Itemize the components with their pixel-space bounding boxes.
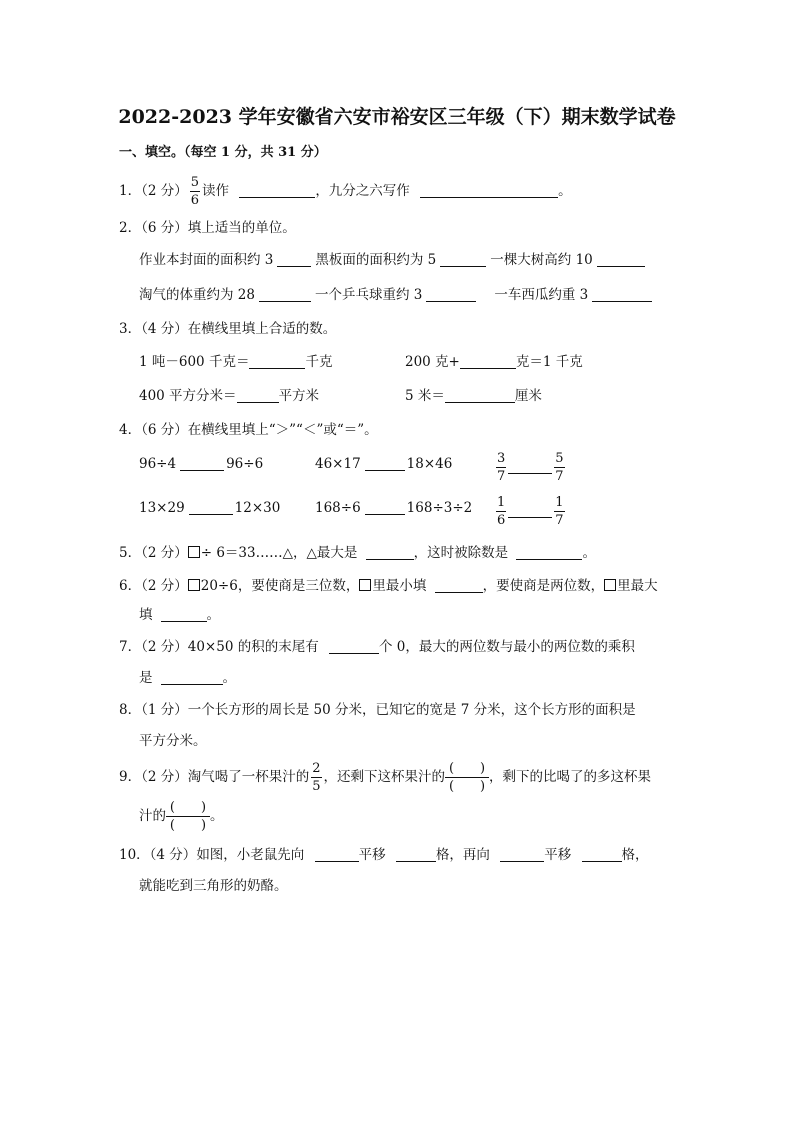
question-4: 4．（6 分）在横线里填上“＞”“＜”或“＝”。 bbox=[119, 422, 378, 438]
compare-b: 46×17 18×46 bbox=[315, 456, 453, 472]
answer-blank[interactable] bbox=[508, 505, 552, 518]
answer-blank[interactable] bbox=[189, 502, 233, 515]
answer-blank[interactable] bbox=[366, 547, 414, 560]
question-2-row-2: 淘气的体重约为 28 一个乒乓球重约 3 一车西瓜约重 3 bbox=[139, 289, 652, 303]
answer-blank[interactable] bbox=[259, 289, 311, 302]
question-3-b: 200 克+ 克＝1 千克 bbox=[405, 354, 583, 370]
question-6-cont: 填 。 bbox=[139, 607, 220, 623]
page-title: 2022-2023 学年安徽省六安市裕安区三年级（下）期末数学试卷 bbox=[118, 106, 676, 128]
fraction: $\frac{2}{5}$ bbox=[312, 761, 321, 794]
fraction: $\frac{1}{7}$ bbox=[555, 495, 564, 528]
question-1: 1．（2 分） $\frac{5}{6}$ 读作 ，九分之六写作 。 bbox=[119, 175, 572, 208]
answer-blank[interactable] bbox=[597, 254, 645, 267]
compare-c: 13×29 12×30 bbox=[139, 500, 281, 516]
question-10-cont: 就能吃到三角形的奶酪。 bbox=[139, 878, 288, 894]
fraction: $\frac{5}{7}$ bbox=[555, 451, 564, 484]
compare-d: 168÷6 168÷3÷2 bbox=[315, 500, 473, 516]
compare-a: 96÷4 96÷6 bbox=[139, 456, 264, 472]
answer-blank[interactable] bbox=[396, 849, 436, 862]
question-8-cont: 平方分米。 bbox=[139, 733, 207, 749]
fraction: $\frac{1}{6}$ bbox=[497, 495, 506, 528]
fraction: $\frac{5}{6}$ bbox=[190, 175, 200, 208]
section-heading: 一、填空。（每空 1 分，共 31 分） bbox=[119, 145, 327, 160]
answer-blank[interactable] bbox=[435, 580, 483, 593]
question-8: 8．（1 分）一个长方形的周长是 50 分米，已知它的宽是 7 分米，这个长方形的面积是 bbox=[119, 702, 636, 718]
answer-blank[interactable] bbox=[315, 849, 359, 862]
answer-blank[interactable] bbox=[508, 461, 552, 474]
question-9: 9．（2 分）淘气喝了一杯果汁的 $\frac{2}{5}$ ，还剩下这杯果汁的 ( ) ( ) ，剩下的比喝了的多这杯果 bbox=[119, 761, 652, 794]
answer-blank[interactable] bbox=[582, 849, 622, 862]
answer-blank[interactable] bbox=[161, 672, 223, 685]
square-box-icon bbox=[188, 579, 200, 591]
question-6: 6．（2 分） 20÷6，要使商是三位数， 里最小填 ，要使商是两位数， 里最大 bbox=[119, 578, 658, 594]
blank-fraction[interactable]: ( ) ( ) bbox=[445, 762, 489, 793]
fraction: $\frac{3}{7}$ bbox=[497, 451, 506, 484]
square-box-icon bbox=[359, 579, 371, 591]
compare-fractions-2 bbox=[494, 496, 567, 527]
answer-blank[interactable] bbox=[237, 390, 279, 403]
compare-fractions-1 bbox=[494, 452, 567, 483]
answer-blank[interactable] bbox=[180, 458, 224, 471]
answer-blank[interactable] bbox=[516, 547, 582, 560]
question-2-row-1: 作业本封面的面积约 3 黑板面的面积约为 5 一棵大树高约 10 bbox=[139, 254, 645, 268]
question-3: 3．（4 分）在横线里填上合适的数。 bbox=[119, 321, 337, 337]
answer-blank[interactable] bbox=[460, 356, 516, 369]
question-3-a: 1 吨－600 千克＝ 千克 bbox=[139, 354, 333, 370]
question-10: 10．（4 分）如图，小老鼠先向 平移 格，再向 平移 格， bbox=[119, 847, 649, 863]
answer-blank[interactable] bbox=[239, 185, 315, 198]
answer-blank[interactable] bbox=[500, 849, 544, 862]
answer-blank[interactable] bbox=[440, 254, 486, 267]
answer-blank[interactable] bbox=[249, 356, 305, 369]
question-number: 1．（2 分） bbox=[119, 183, 188, 199]
answer-blank[interactable] bbox=[161, 609, 207, 622]
answer-blank[interactable] bbox=[420, 185, 558, 198]
question-7: 7．（2 分）40×50 的积的末尾有 个 0，最大的两位数与最小的两位数的乘积 bbox=[119, 639, 635, 655]
answer-blank[interactable] bbox=[426, 289, 476, 302]
question-2: 2．（6 分）填上适当的单位。 bbox=[119, 220, 296, 236]
blank-fraction[interactable]: ( ) ( ) bbox=[166, 801, 210, 832]
answer-blank[interactable] bbox=[445, 390, 515, 403]
question-5: 5．（2 分） ÷ 6＝33……△，△最大是 ，这时被除数是 。 bbox=[119, 545, 596, 561]
answer-blank[interactable] bbox=[592, 289, 652, 302]
answer-blank[interactable] bbox=[277, 254, 311, 267]
question-7-cont: 是 。 bbox=[139, 670, 236, 686]
question-9-cont: 汁的 ( ) ( ) 。 bbox=[139, 800, 224, 833]
answer-blank[interactable] bbox=[329, 641, 379, 654]
answer-blank[interactable] bbox=[365, 502, 405, 515]
answer-blank[interactable] bbox=[365, 458, 405, 471]
square-box-icon bbox=[604, 579, 616, 591]
question-3-c: 400 平方分米＝ 平方米 bbox=[139, 388, 320, 404]
square-box-icon bbox=[188, 546, 200, 558]
question-3-d: 5 米＝ 厘米 bbox=[405, 388, 542, 404]
